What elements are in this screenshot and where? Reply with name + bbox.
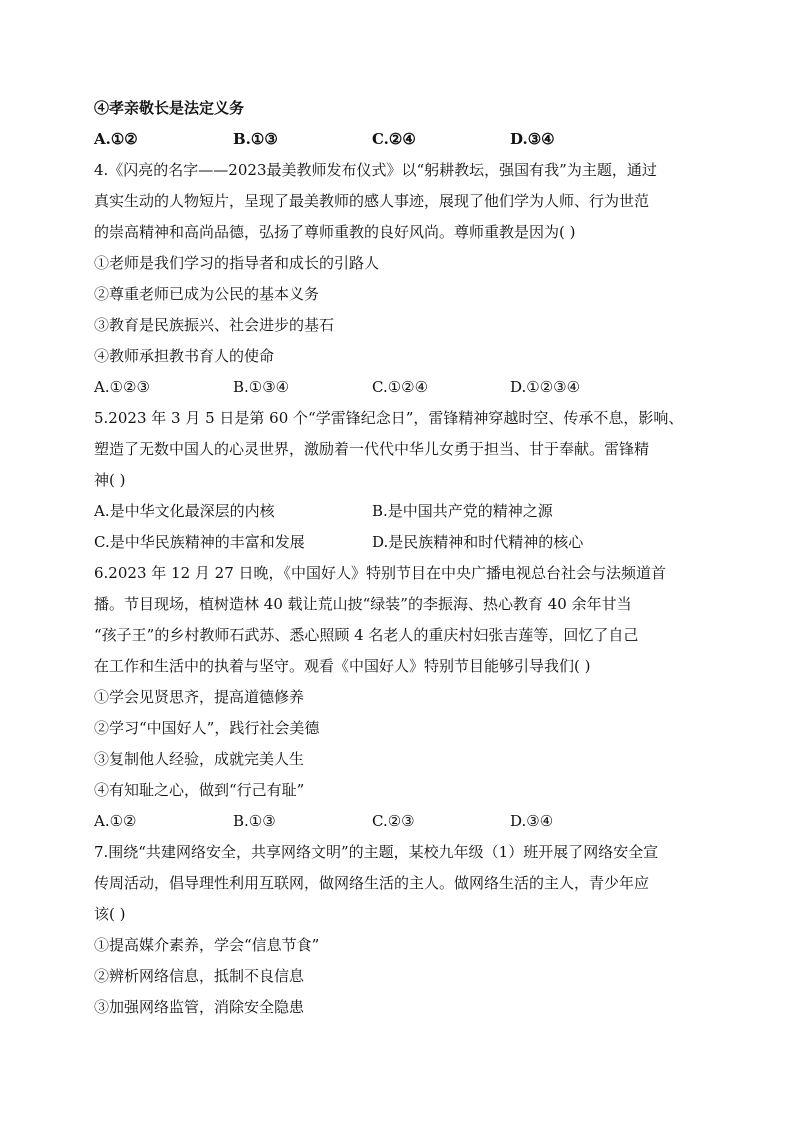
- q7-stem-line-2: 传周活动，倡导理性利用互联网，做网络生活的主人。做网络生活的主人，青少年应: [94, 874, 650, 892]
- q5-option-a: A.是中华文化最深层的内核: [94, 502, 275, 520]
- q7-item-2: ②辨析网络信息，抵制不良信息: [94, 967, 305, 985]
- q4-option-d: D.①②③④: [510, 378, 581, 396]
- q7-item-3: ③加强网络监管，消除安全隐患: [94, 998, 305, 1016]
- q3-option-c: C.②④: [372, 130, 416, 148]
- q6-stem-line-1: 6.2023 年 12 月 27 日晚，《中国好人》特别节目在中央广播电视总台社会与法频道首: [94, 564, 667, 582]
- q6-option-d: D.③④: [510, 812, 554, 830]
- q5-option-b: B.是中国共产党的精神之源: [372, 502, 553, 520]
- q6-option-a: A.①②: [94, 812, 137, 830]
- q4-item-4: ④教师承担教书育人的使命: [94, 347, 275, 365]
- q6-item-3: ③复制他人经验，成就完美人生: [94, 750, 305, 768]
- q4-option-a: A.①②③: [94, 378, 150, 396]
- q5-option-c: C.是中华民族精神的丰富和发展: [94, 533, 305, 551]
- q4-stem-line-1: 4.《闪亮的名字——2023最美教师发布仪式》以“躬耕教坛，强国有我”为主题，通过: [94, 161, 657, 179]
- q6-item-1: ①学会见贤思齐，提高道德修养: [94, 688, 305, 706]
- q5-stem-line-3: 神( ): [94, 471, 126, 489]
- q4-option-c: C.①②④: [372, 378, 429, 396]
- q6-item-2: ②学习“中国好人”，践行社会美德: [94, 719, 320, 737]
- q6-stem-line-3: “孩子王”的乡村教师石武苏、悉心照顾 4 名老人的重庆村妇张吉莲等，回忆了自己: [94, 626, 639, 644]
- q3-option-a: A.①②: [94, 130, 138, 148]
- q4-option-b: B.①③④: [233, 378, 290, 396]
- q4-stem-line-3: 的崇高精神和高尚品德，弘扬了尊师重教的良好风尚。尊师重教是因为( ): [94, 223, 576, 241]
- q4-stem-line-2: 真实生动的人物短片，呈现了最美教师的感人事迹，展现了他们学为人师、行为世范: [94, 192, 650, 210]
- q7-stem-line-3: 该( ): [94, 905, 126, 923]
- q7-stem-line-1: 7.围绕“共建网络安全，共享网络文明”的主题，某校九年级（1）班开展了网络安全宣: [94, 843, 659, 861]
- q3-item-4: ④孝亲敬长是法定义务: [94, 99, 245, 117]
- q6-stem-line-4: 在工作和生活中的执着与坚守。观看《中国好人》特别节目能够引导我们( ): [94, 657, 591, 675]
- q4-item-3: ③教育是民族振兴、社会进步的基石: [94, 316, 335, 334]
- q6-stem-line-2: 播。节目现场，植树造林 40 载让荒山披“绿装”的李振海、热心教育 40 余年甘当: [94, 595, 632, 613]
- q6-option-c: C.②③: [372, 812, 415, 830]
- q5-stem-line-1: 5.2023 年 3 月 5 日是第 60 个“学雷锋纪念日”，雷锋精神穿越时空、传承不息，影响、: [94, 409, 684, 427]
- q5-stem-line-2: 塑造了无数中国人的心灵世界，激励着一代代中华儿女勇于担当、甘于奉献。雷锋精: [94, 440, 650, 458]
- q7-item-1: ①提高媒介素养，学会“信息节食”: [94, 936, 320, 954]
- q6-item-4: ④有知耻之心，做到“行己有耻”: [94, 781, 305, 799]
- q6-option-b: B.①③: [233, 812, 276, 830]
- q4-item-2: ②尊重老师已成为公民的基本义务: [94, 285, 320, 303]
- q4-item-1: ①老师是我们学习的指导者和成长的引路人: [94, 254, 380, 272]
- q3-option-b: B.①③: [233, 130, 278, 148]
- q3-option-d: D.③④: [510, 130, 555, 148]
- q5-option-d: D.是民族精神和时代精神的核心: [372, 533, 584, 551]
